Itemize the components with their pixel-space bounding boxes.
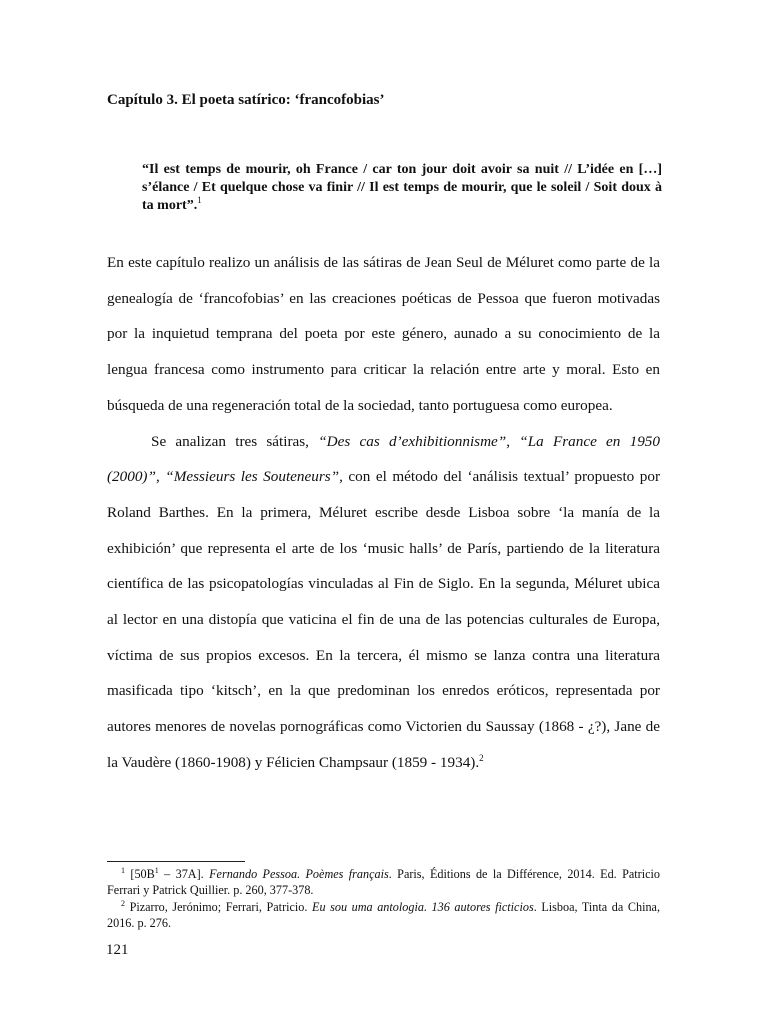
footnote-ref-2[interactable]: 2 — [479, 752, 484, 763]
footnote-book-title: Eu sou uma antologia. 136 autores ficticios — [312, 900, 534, 914]
footnote-book-title: Fernando Pessoa. Poèmes français — [209, 867, 389, 881]
satire-title-1: “Des cas d’exhibitionnisme” — [318, 432, 507, 450]
chapter-title: Capítulo 3. El poeta satírico: ‘francofobias’ — [107, 92, 385, 108]
footnote-text: . Paris, Éditions de la Différence, 2014. Ed. Patricio Ferrari y Patrick Quillier. p. 260, 377-378. — [107, 867, 660, 897]
epigraph-quote — [142, 161, 662, 215]
footnote-marker: 2 — [121, 899, 125, 908]
footnote-text: [50B — [130, 867, 155, 881]
body-text — [107, 245, 660, 781]
separator: , — [155, 468, 166, 486]
paragraph-2-rest: , con el método del ‘análisis textual’ propuesto por Roland Barthes. En la primera, Méluret escribe desde Lisboa sobre ‘la manía de la exhibición’ que representa el arte de los ‘music halls’ de París, partiendo de la literatura científica de las psicopatologías vinculadas al Fin de Siglo. En la segunda, Méluret ubica al lector en una distopía que vaticina el fin de una de las potencias culturales de Europa, víctima de sus propios excesos. En la tercera, él mismo se lanza contra una literatura masificada tipo ‘kitsch’, en la que predominan los enredos eróticos, representada por autores menores de novelas pornográficas como Victorien du Saussay (1868 - ¿?), Jane de la Vaudère (1860-1908) y Félicien Champsaur (1859 - 1934). — [107, 468, 661, 771]
footnote-ref-1[interactable]: 1 — [197, 195, 202, 205]
satire-title-3: “Messieurs les Souteneurs” — [165, 468, 340, 486]
footnote-marker: 1 — [121, 866, 125, 875]
page-number: 121 — [106, 942, 129, 958]
footnote-text: – 37A]. — [158, 867, 210, 881]
footnote-2 — [107, 899, 660, 931]
paragraph-2 — [107, 424, 660, 781]
footnotes — [107, 866, 660, 932]
footnote-1 — [107, 866, 660, 898]
satire-title-2: “La France en 1950 (2000)” — [107, 432, 660, 486]
paragraph-2-lead: Se analizan tres sátiras, — [151, 432, 319, 450]
footnote-text: Pizarro, Jerónimo; Ferrari, Patricio. — [129, 900, 313, 914]
separator: , — [506, 432, 520, 450]
epigraph-text: “Il est temps de mourir, oh France / car ton jour doit avoir sa nuit // L’idée en […] s’élance / Et quelque chose va finir // Il est temps de mourir, que le soleil / Soit doux à ta mort”. — [142, 162, 662, 213]
paragraph-1: En este capítulo realizo un análisis de las sátiras de Jean Seul de Méluret como parte de la genealogía de ‘francofobias’ en las creaciones poéticas de Pessoa que fueron motivadas por la inquietud temprana del poeta por este género, aunado a su conocimiento de la lengua francesa como instrumento para criticar la relación entre arte y moral. Esto en búsqueda de una regeneración total de la sociedad, tanto portuguesa como europea. — [107, 254, 660, 414]
footnote-separator — [107, 861, 245, 862]
footnote-text: . Lisboa, Tinta da China, 2016. p. 276. — [107, 900, 661, 930]
footnote-superscript: 1 — [154, 866, 159, 875]
